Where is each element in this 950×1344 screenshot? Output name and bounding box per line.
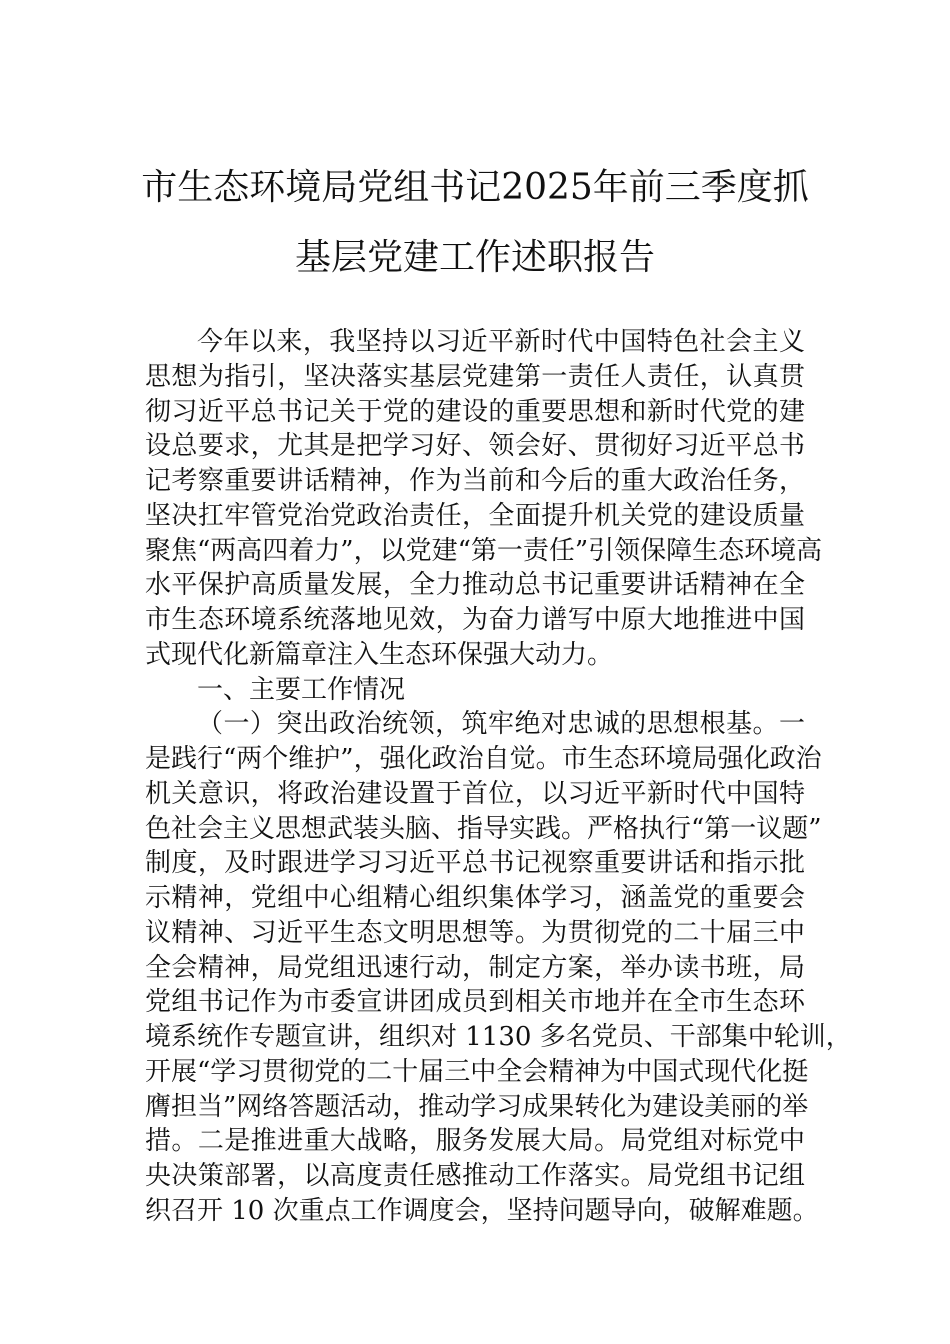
body-text-line: 央决策部署，以高度责任感推动工作落实。局党组书记组 (145, 1161, 805, 1191)
body-text-line: 措。二是推进重大战略，服务发展大局。局党组对标党中 (145, 1126, 805, 1157)
body-text-line: 设总要求，尤其是把学习好、领会好、贯彻好习近平总书 (145, 431, 805, 462)
body-text-line: 党组书记作为市委宣讲团成员到相关市地并在全市生态环 (145, 987, 805, 1018)
body-text-line: 织召开 10 次重点工作调度会，坚持问题导向，破解难题。 (145, 1195, 819, 1226)
body-text-line: 彻习近平总书记关于党的建设的重要思想和新时代党的建 (145, 396, 805, 427)
body-text-line: 市生态环境系统落地见效，为奋力谱写中原大地推进中国 (145, 605, 805, 635)
body-text-line: 机关意识，将政治建设置于首位，以习近平新时代中国特 (145, 778, 805, 809)
body-text-line: 膺担当”网络答题活动，推动学习成果转化为建设美丽的举 (145, 1091, 809, 1122)
document-body (145, 325, 852, 1229)
body-text-line: 色社会主义思想武装头脑、指导实践。严格执行“第一议题” (145, 813, 822, 844)
document-title-line-1: 市生态环境局党组书记2025年前三季度抓 (141, 167, 809, 208)
body-text-line: 境系统作专题宣讲，组织对 1130 多名党员、干部集中轮训， (145, 1022, 852, 1052)
body-text-line: 聚焦“两高四着力”，以党建“第一责任”引领保障生态环境高 (145, 535, 823, 566)
body-text-line: 全会精神，局党组迅速行动，制定方案，举办读书班，局 (145, 952, 805, 983)
body-text-line: 式现代化新篇章注入生态环保强大动力。 (145, 639, 614, 670)
document-title-line-2: 基层党建工作述职报告 (294, 237, 655, 278)
body-text-line: 制度，及时跟进学习习近平总书记视察重要讲话和指示批 (145, 848, 805, 879)
body-text-line: 水平保护高质量发展，全力推动总书记重要讲话精神在全 (145, 570, 805, 601)
section-heading: 一、主要工作情况 (197, 674, 406, 705)
body-text-line: 示精神，党组中心组精心组织集体学习，涵盖党的重要会 (145, 883, 805, 913)
body-text-line: 是践行“两个维护”，强化政治自觉。市生态环境局强化政治 (145, 744, 822, 774)
body-text-line: 坚决扛牢管党治党政治责任，全面提升机关党的建设质量 (145, 500, 805, 531)
body-text-line: 思想为指引，坚决落实基层党建第一责任人责任，认真贯 (145, 361, 805, 392)
body-text-line: 开展“学习贯彻党的二十届三中全会精神为中国式现代化挺 (145, 1056, 809, 1087)
body-text-line: 今年以来，我坚持以习近平新时代中国特色社会主义 (197, 327, 805, 357)
body-text-line: 记考察重要讲话精神，作为当前和今后的重大政治任务， (145, 466, 805, 496)
body-text-line: 议精神、习近平生态文明思想等。为贯彻党的二十届三中 (145, 917, 805, 948)
body-text-line: （一）突出政治统领，筑牢绝对忠诚的思想根基。一 (197, 709, 805, 740)
